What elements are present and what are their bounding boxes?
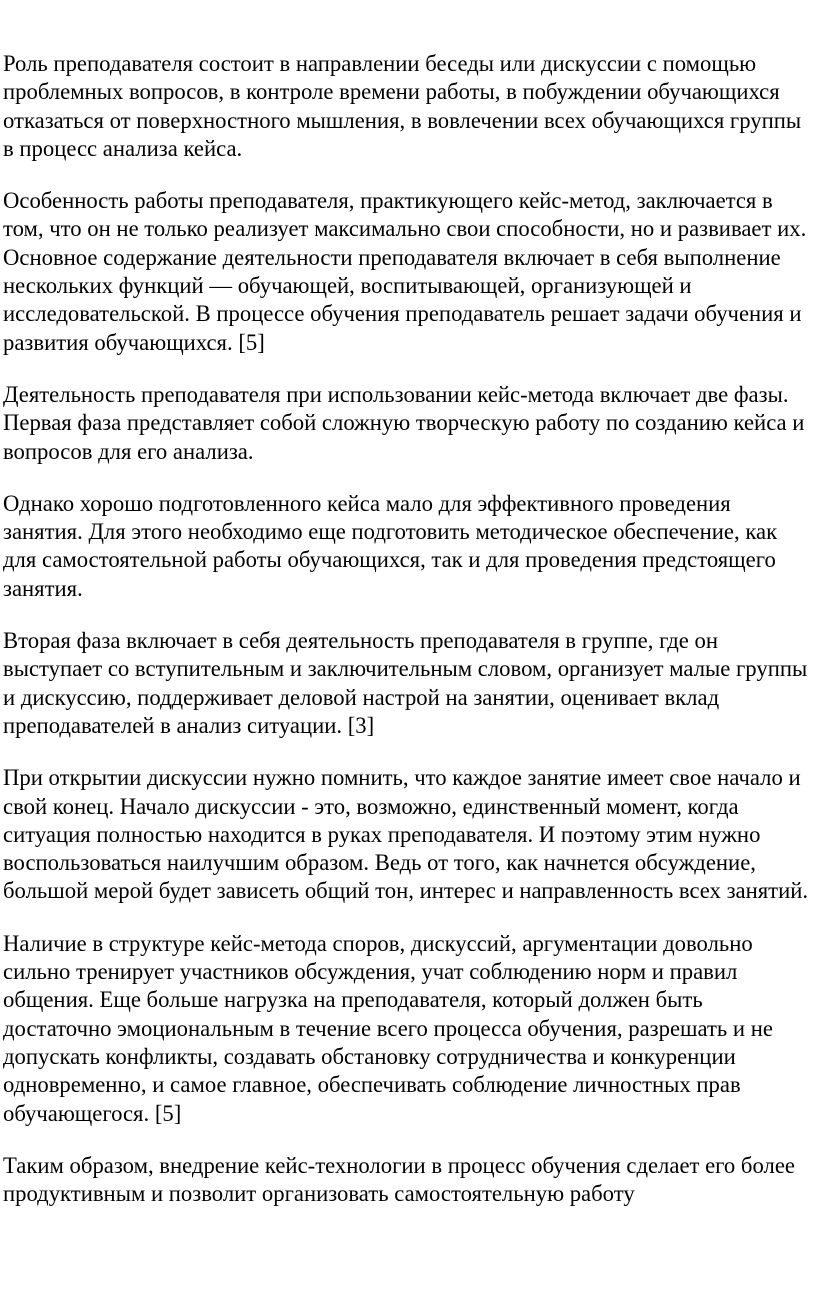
paragraph: Вторая фаза включает в себя деятельность преподавателя в группе, где он выступает со вступительным и заключительным словом, организует малые группы и дискуссию, поддерживает деловой настрой на занятии, оценивает вклад преподавателей в анализ ситуации. [3] (3, 628, 808, 738)
paragraph: Деятельность преподавателя при использовании кейс-метода включает две фазы. Первая фаза представляет собой сложную творческую работу по созданию кейса и вопросов для его анализа. (3, 381, 805, 464)
paragraph: Роль преподавателя состоит в направлении беседы или дискуссии с помощью проблемных вопросов, в контроле времени работы, в побуждении обучающихся отказаться от поверхностного мышления, в вовлечении всех обучающихся группы в процесс анализа кейса. (3, 51, 802, 161)
paragraph: Однако хорошо подготовленного кейса мало для эффективного проведения занятия. Для этого необходимо еще подготовить методическое обеспечение, как для самостоятельной работы обучающихся, так и для проведения предстоящего занятия. (3, 490, 778, 601)
paragraph: Особенность работы преподавателя, практикующего кейс-метод, заключается в том, что он не только реализует максимально свои способности, но и развивает их. Основное содержание деятельности преподавателя включает в себя выполнение нескольких функций — обучающей, воспитывающей, организующей и исследовательской. В процессе обучения преподаватель решает задачи обучения и развития обучающихся. [5] (3, 188, 807, 355)
paragraph: При открытии дискуссии нужно помнить, что каждое занятие имеет свое начало и свой конец. Начало дискуссии - это, возможно, единственный момент, когда ситуация полностью находится в руках преподавателя. И поэтому этим нужно воспользоваться наилучшим образом. Ведь от того, как начнется обсуждение, большой мерой будет зависеть общий тон, интерес и направленность всех занятий. (3, 765, 809, 904)
document-body (3, 50, 814, 1208)
paragraph: Наличие в структуре кейс-метода споров, дискуссий, аргументации довольно сильно тренирует участников обсуждения, учат соблюдению норм и правил общения. Еще больше нагрузка на преподавателя, который должен быть достаточно эмоциональным в течение всего процесса обучения, разрешать и не допускать конфликты, создавать обстановку сотрудничества и конкуренции одновременно, и самое главное, обеспечивать соблюдение личностных прав обучающегося. [5] (3, 930, 773, 1126)
paragraph: Таким образом, внедрение кейс-технологии в процесс обучения сделает его более продуктивным и позволит организовать самостоятельную работу (3, 1152, 795, 1207)
